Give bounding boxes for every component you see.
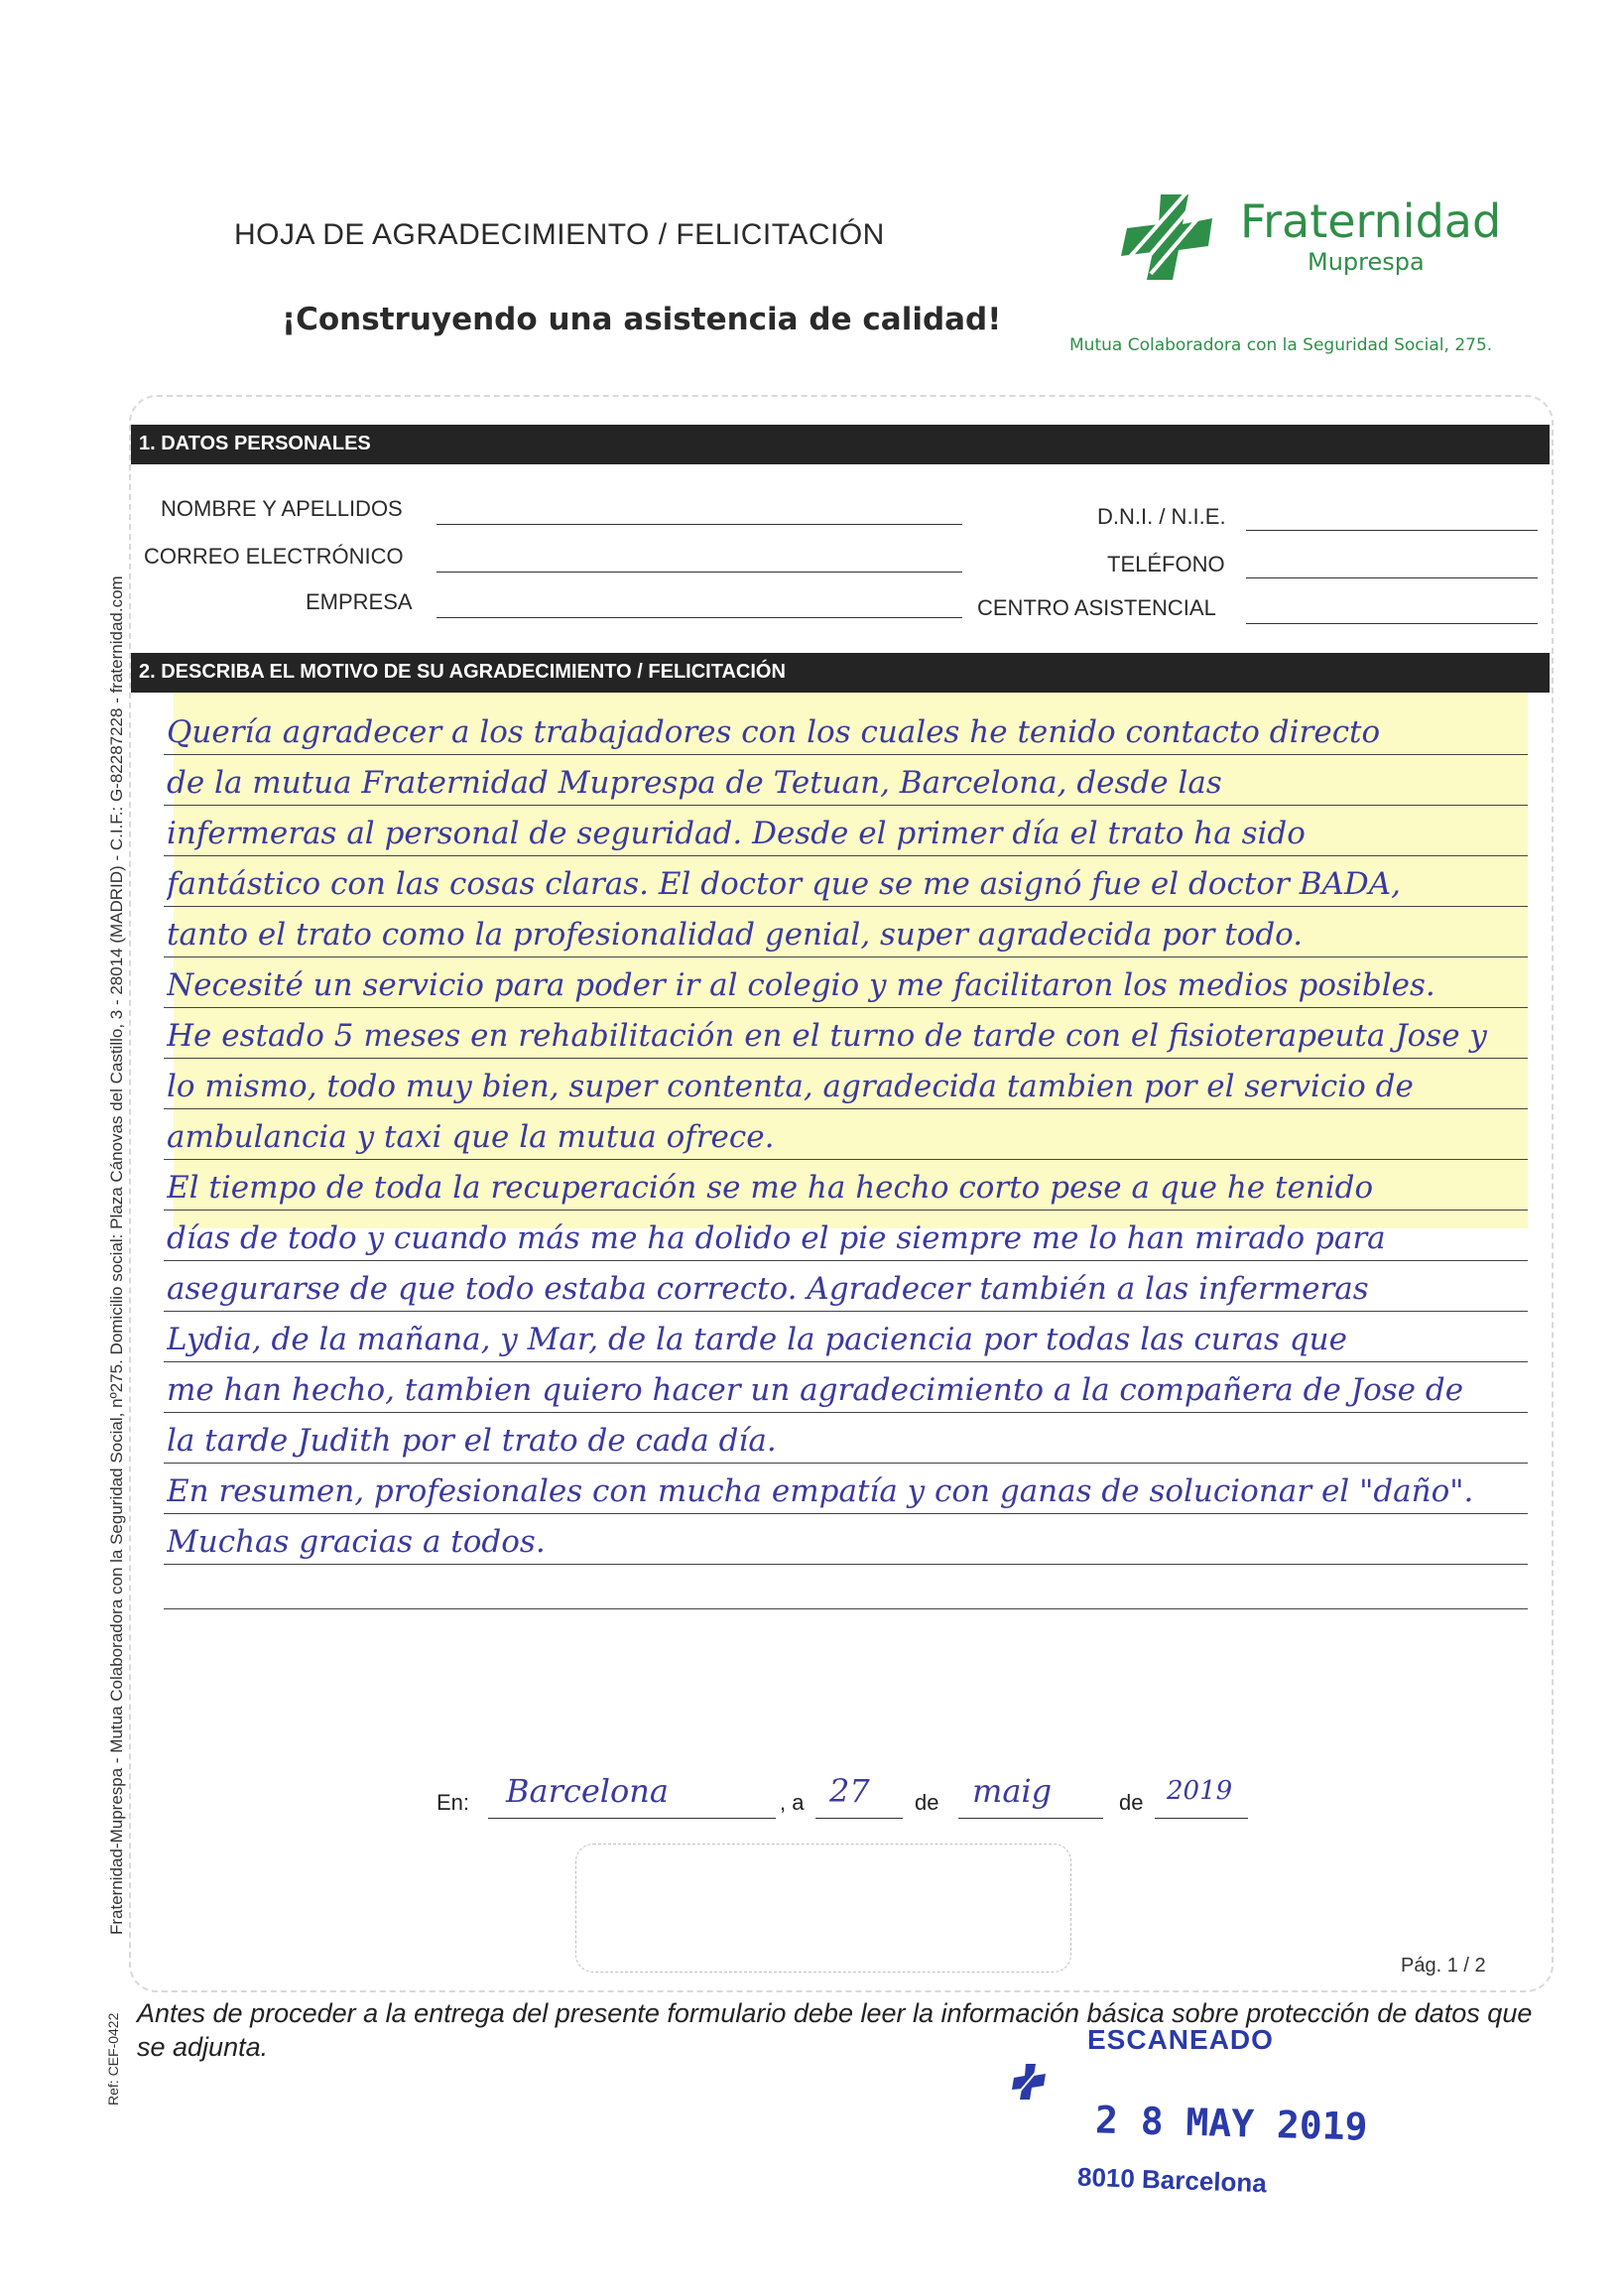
dni-label: D.N.I. / N.I.E. xyxy=(1097,504,1226,529)
brand-tagline: Mutua Colaboradora con la Seguridad Social, 275. xyxy=(1069,335,1493,355)
ruled-line xyxy=(164,906,1528,907)
ruled-line xyxy=(164,805,1528,806)
form-title: HOJA DE AGRADECIMIENTO / FELICITACIÓN xyxy=(234,218,885,251)
handwritten-line: En resumen, profesionales con mucha empatía y con ganas de solucionar el "daño". xyxy=(167,1473,1474,1509)
place-city: Barcelona xyxy=(506,1772,669,1810)
ruled-line xyxy=(164,1007,1528,1008)
fraternidad-logo-icon xyxy=(1109,189,1238,284)
handwritten-line: Necesité un servicio para poder ir al colegio y me facilitaron los medios posibles. xyxy=(167,967,1435,1003)
form-subtitle: ¡Construyendo una asistencia de calidad! xyxy=(282,302,1002,337)
legal-sidebar-text: Fraternidad-Muprespa - Mutua Colaboradora con la Seguridad Social, nº275. Domicilio social: Plaza Cánovas del Castillo, 3 - 28014 (MADRID) - C.I.F.: G-82287228 - fraternidad.com xyxy=(107,575,126,1935)
ruled-line xyxy=(164,1361,1528,1362)
date-de-label: de xyxy=(915,1790,939,1815)
section-reason-header: 2. DESCRIBA EL MOTIVO DE SU AGRADECIMIENTO / FELICITACIÓN xyxy=(131,653,1550,693)
phone-field[interactable] xyxy=(1246,577,1538,578)
ruled-line xyxy=(164,1311,1528,1312)
ruled-line xyxy=(164,1412,1528,1413)
handwritten-line: lo mismo, todo muy bien, super contenta, agradecida tambien por el servicio de xyxy=(167,1069,1414,1104)
city-field[interactable] xyxy=(488,1818,776,1819)
stamp-date: 2 8 MAY 2019 xyxy=(1094,2098,1369,2149)
handwritten-line: de la mutua Fraternidad Muprespa de Tetuan, Barcelona, desde las xyxy=(167,765,1222,801)
ruled-line xyxy=(164,1108,1528,1109)
ruled-line xyxy=(164,855,1528,856)
name-field[interactable] xyxy=(436,524,962,525)
handwritten-line: asegurarse de que todo estaba correcto. Agradecer también a las infermeras xyxy=(167,1271,1369,1307)
dni-field[interactable] xyxy=(1246,530,1538,531)
handwritten-line: Lydia, de la mañana, y Mar, de la tarde la paciencia por todas las curas que xyxy=(167,1322,1347,1357)
stamp-logo-icon xyxy=(1010,2062,1050,2102)
stamp-city: 8010 Barcelona xyxy=(1076,2161,1268,2199)
ruled-line xyxy=(164,1564,1528,1565)
ruled-line xyxy=(164,1463,1528,1464)
email-label: CORREO ELECTRÓNICO xyxy=(144,544,404,569)
ruled-line xyxy=(164,1210,1528,1211)
ruled-line xyxy=(164,1159,1528,1160)
signature-box[interactable] xyxy=(575,1844,1071,1973)
ruled-line xyxy=(164,1513,1528,1514)
month-field[interactable] xyxy=(958,1818,1103,1819)
brand-subname: Muprespa xyxy=(1308,248,1425,276)
center-field[interactable] xyxy=(1246,623,1538,624)
handwritten-line: me han hecho, tambien quiero hacer un agradecimiento a la compañera de Jose de xyxy=(167,1372,1464,1408)
handwritten-line: fantástico con las cosas claras. El doctor que se me asignó fue el doctor BADA, xyxy=(167,866,1401,902)
handwritten-line: infermeras al personal de seguridad. Desde el primer día el trato ha sido xyxy=(167,816,1306,851)
company-field[interactable] xyxy=(436,617,962,618)
company-label: EMPRESA xyxy=(306,589,413,614)
date-a-label: , a xyxy=(780,1790,805,1815)
ruled-line xyxy=(164,1608,1528,1609)
date-year: 2019 xyxy=(1167,1776,1233,1806)
handwritten-line: días de todo y cuando más me ha dolido el pie siempre me lo han mirado para xyxy=(167,1220,1386,1256)
page-number: Pág. 1 / 2 xyxy=(1401,1955,1486,1977)
email-field[interactable] xyxy=(436,572,962,573)
ruled-line xyxy=(164,1058,1528,1059)
date-month: maig xyxy=(972,1772,1053,1810)
brand-name: Fraternidad xyxy=(1240,194,1502,248)
place-label: En: xyxy=(436,1790,470,1815)
form-reference: Ref: CEF-0422 xyxy=(105,2012,121,2105)
data-protection-notice: Antes de proceder a la entrega del presente formulario debe leer la información básica sobre protección de datos que se adjunta. xyxy=(137,1998,1533,2062)
handwritten-line: ambulancia y taxi que la mutua ofrece. xyxy=(167,1119,775,1155)
handwritten-line: He estado 5 meses en rehabilitación en el turno de tarde con el fisioterapeuta Jose y xyxy=(167,1018,1487,1054)
handwritten-line: Quería agradecer a los trabajadores con los cuales he tenido contacto directo xyxy=(167,714,1381,750)
name-label: NOMBRE Y APELLIDOS xyxy=(161,496,403,521)
ruled-line xyxy=(164,754,1528,755)
handwritten-line: El tiempo de toda la recuperación se me ha hecho corto pese a que he tenido xyxy=(167,1170,1374,1206)
section-personal-data-header: 1. DATOS PERSONALES xyxy=(131,425,1550,464)
date-day: 27 xyxy=(829,1772,870,1810)
handwritten-line: la tarde Judith por el trato de cada día. xyxy=(167,1423,777,1459)
handwritten-line: tanto el trato como la profesionalidad genial, super agradecida por todo. xyxy=(167,917,1304,953)
handwritten-line: Muchas gracias a todos. xyxy=(167,1524,546,1560)
day-field[interactable] xyxy=(815,1818,903,1819)
stamp-scanned: ESCANEADO xyxy=(1087,2024,1274,2055)
center-label: CENTRO ASISTENCIAL xyxy=(977,595,1216,620)
year-field[interactable] xyxy=(1155,1818,1248,1819)
ruled-line xyxy=(164,1260,1528,1261)
phone-label: TELÉFONO xyxy=(1107,552,1225,576)
date-de2-label: de xyxy=(1119,1790,1144,1815)
